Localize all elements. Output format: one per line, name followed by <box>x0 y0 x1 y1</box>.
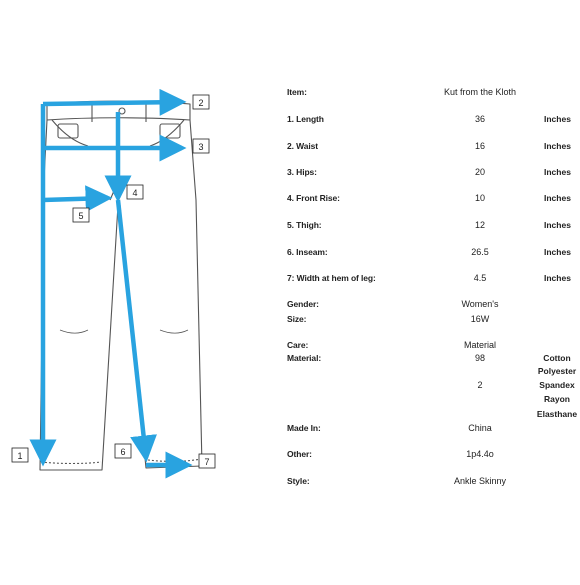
svg-text:5: 5 <box>78 211 84 221</box>
measurement-unit: Inches <box>544 141 571 151</box>
measurement-unit: Inches <box>544 273 571 283</box>
material-name: Rayon <box>544 394 570 404</box>
gender-value: Women's <box>461 299 499 309</box>
measurement-label: 3. Hips: <box>287 167 317 177</box>
material-label: Material: <box>287 353 322 363</box>
svg-text:2: 2 <box>198 98 204 108</box>
measurement-unit: Inches <box>544 167 571 177</box>
svg-text:3: 3 <box>198 142 204 152</box>
other-value: 1p4.4o <box>466 449 494 459</box>
made-in-label: Made In: <box>287 423 321 433</box>
size-label: Size: <box>287 314 307 324</box>
measurement-unit: Inches <box>544 220 571 230</box>
measurement-unit: Inches <box>544 114 571 124</box>
care-label: Care: <box>287 340 309 350</box>
measurement-value: 12 <box>474 220 486 230</box>
made-in-value: China <box>468 423 492 433</box>
measurement-value: 16 <box>474 141 486 151</box>
style-value: Ankle Skinny <box>453 476 507 486</box>
measurement-label: 5. Thigh: <box>287 220 322 230</box>
measurement-value: 10 <box>474 193 486 203</box>
care-value: Material <box>463 340 497 350</box>
measurement-label: 4. Front Rise: <box>287 193 340 203</box>
svg-text:7: 7 <box>204 457 210 467</box>
svg-text:6: 6 <box>120 447 126 457</box>
other-label: Other: <box>287 449 312 459</box>
material-name: Polyester <box>537 366 577 376</box>
measurement-value: 26.5 <box>471 247 489 257</box>
style-label: Style: <box>287 476 310 486</box>
material-name: Spandex <box>539 380 575 390</box>
measurement-label: 6. Inseam: <box>287 247 328 257</box>
measurement-unit: Inches <box>544 247 571 257</box>
material-percent-2: 2 <box>477 380 483 390</box>
measurement-label: 7: Width at hem of leg: <box>287 273 376 283</box>
material-name: Cotton <box>543 353 571 363</box>
measurement-unit: Inches <box>544 193 571 203</box>
svg-text:1: 1 <box>17 451 23 461</box>
svg-text:4: 4 <box>132 188 138 198</box>
measurement-value: 36 <box>474 114 486 124</box>
size-value: 16W <box>470 314 490 324</box>
measurement-value: 4.5 <box>473 273 487 283</box>
measurement-label: 2. Waist <box>287 141 319 151</box>
material-percent-1: 98 <box>474 353 486 363</box>
measurement-label: 1. Length <box>287 114 324 124</box>
material-name: Elasthane <box>536 409 578 419</box>
gender-label: Gender: <box>287 299 319 309</box>
item-label: Item: <box>287 87 307 97</box>
measurement-value: 20 <box>474 167 486 177</box>
item-value: Kut from the Kloth <box>443 87 517 97</box>
